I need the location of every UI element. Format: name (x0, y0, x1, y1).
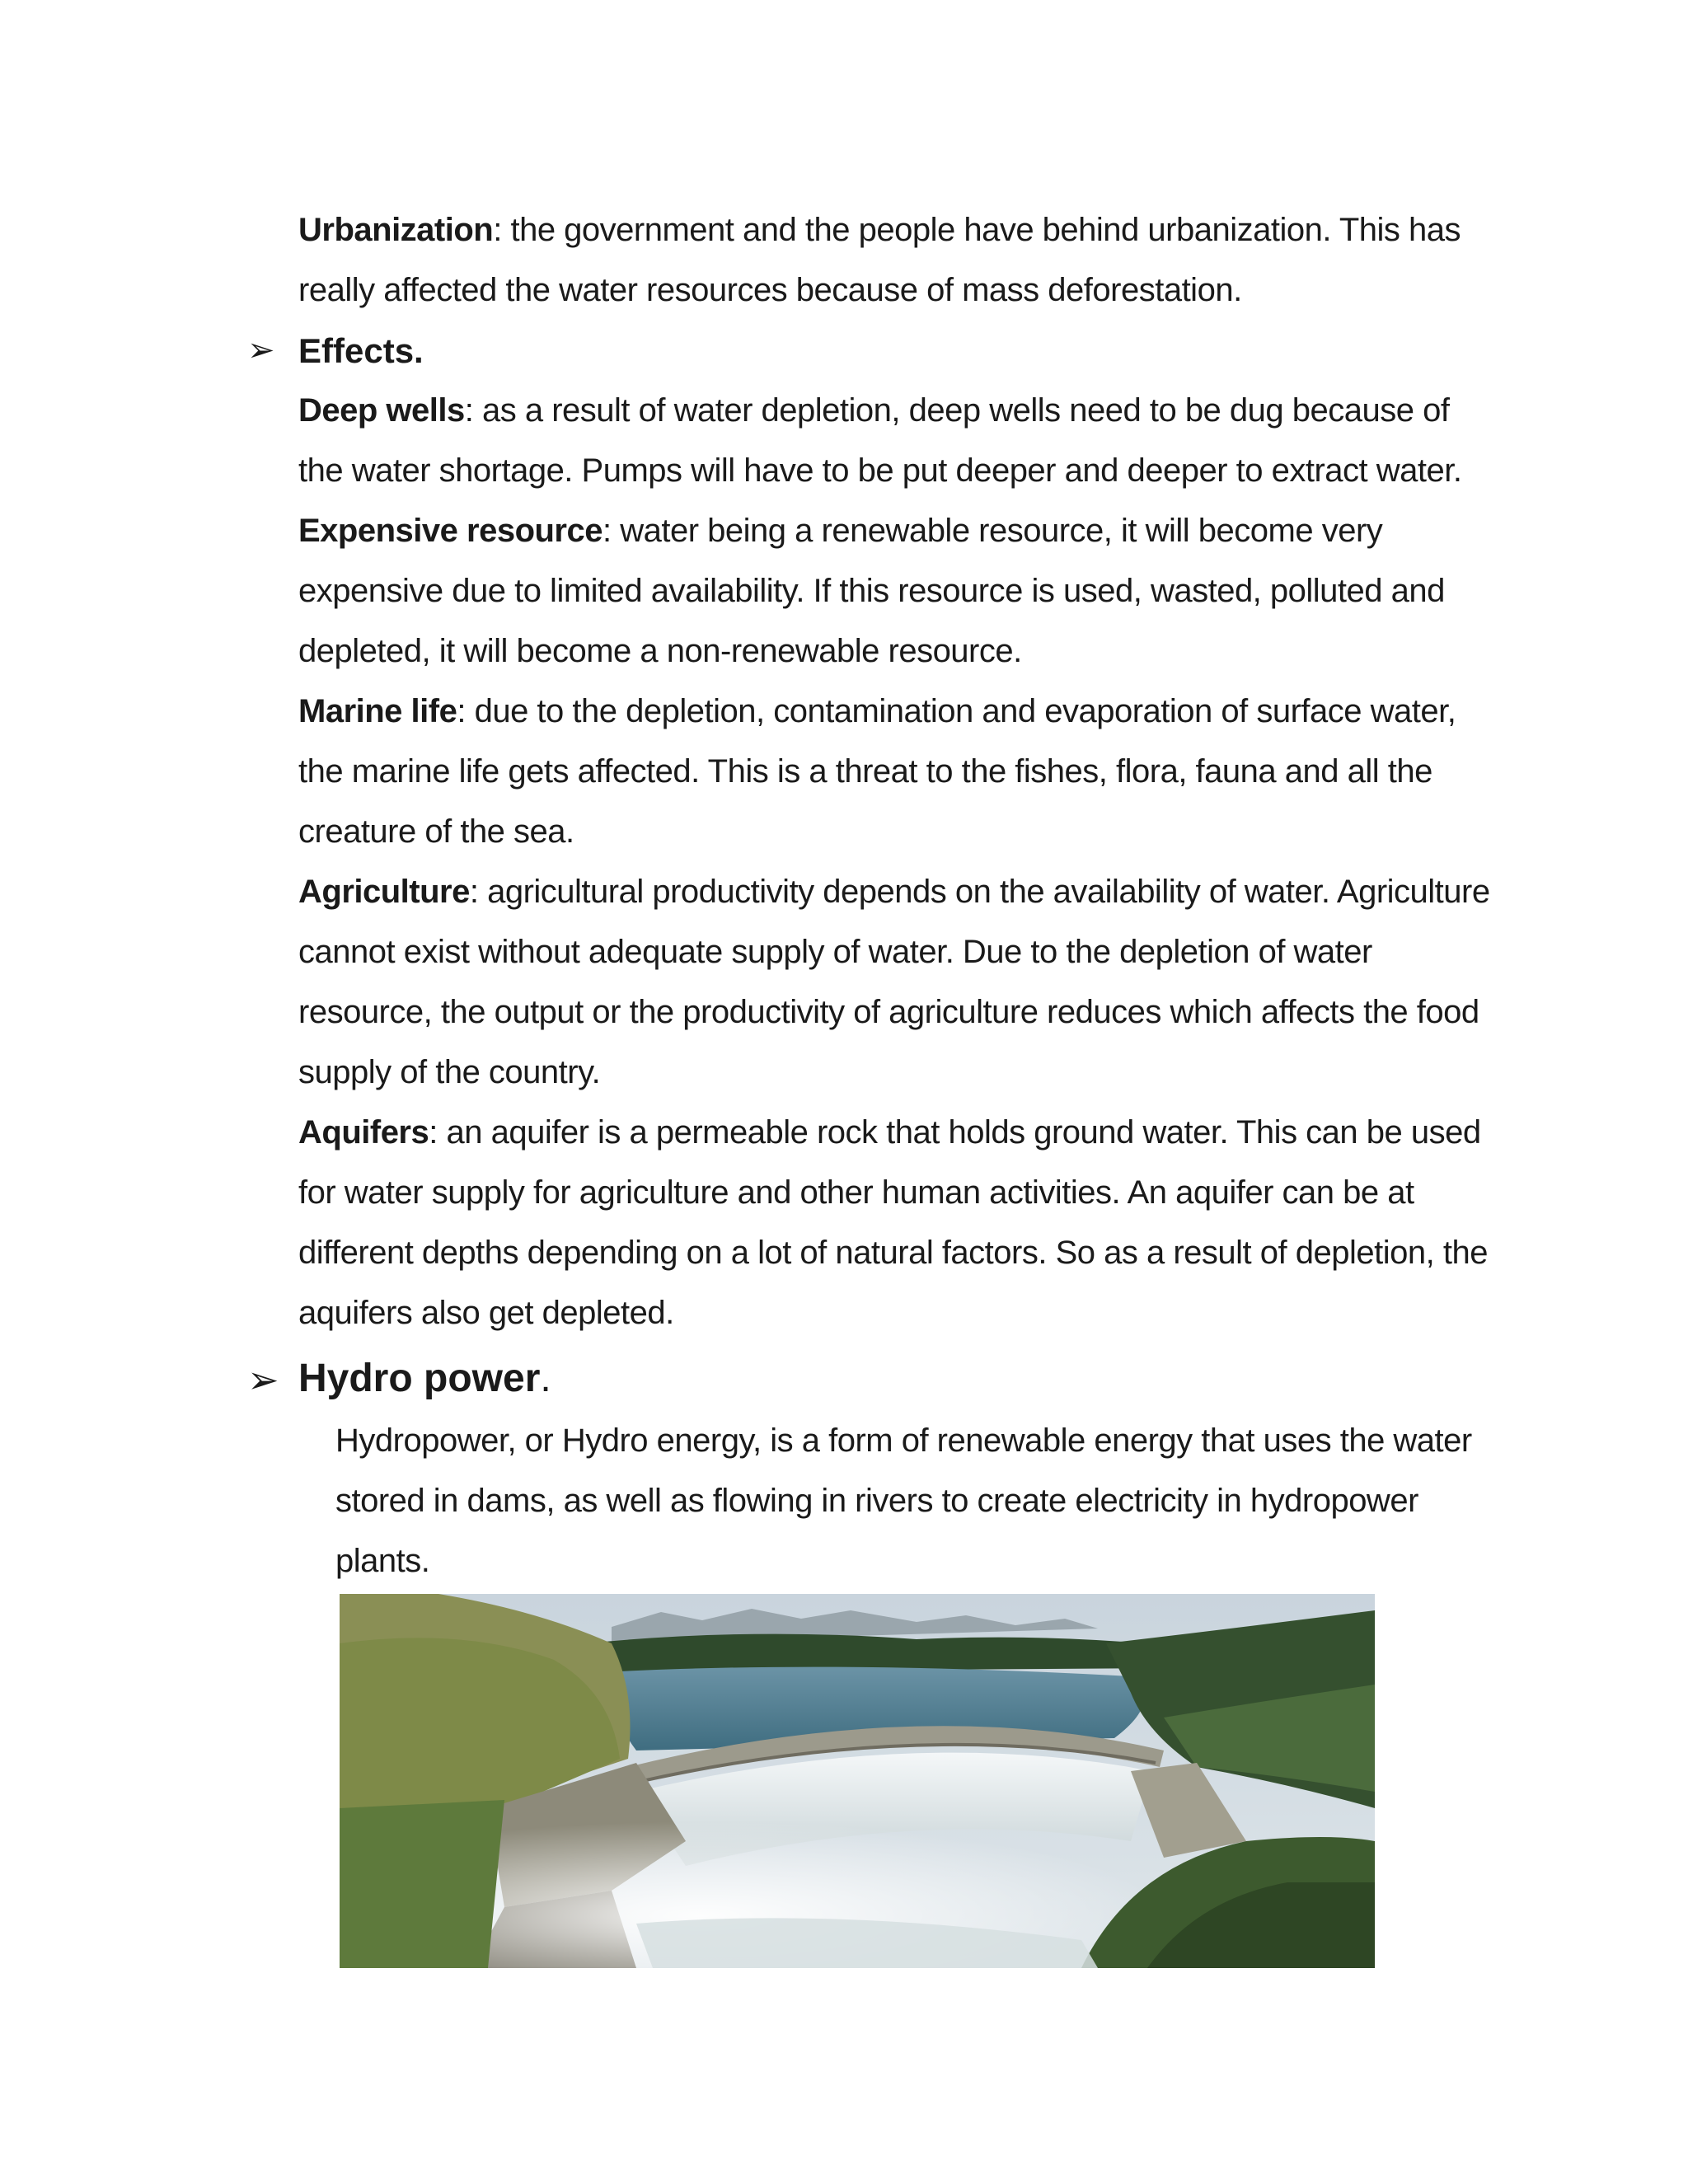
expensive-resource-text: : water being a renewable resource, it will become very expensive due to limited availability. If this resource is used, wasted, polluted and depleted, it will become a non-renewable resource. (298, 513, 1445, 669)
agriculture-term: Agriculture (298, 874, 470, 910)
agriculture-text: : agricultural productivity depends on the availability of water. Agriculture cannot exist without adequate supply of water. Due to the depletion of water resource, the output or the productivity of agriculture reduces which affects the food supply of the country. (298, 874, 1490, 1090)
marine-life-paragraph (298, 682, 1493, 862)
aquifers-text: : an aquifer is a permeable rock that holds ground water. This can be used for water supply for agriculture and other human activities. An aquifer can be at different depths depending on a lot of natural factors. So as a result of depletion, the aquifers also get depleted. (298, 1114, 1488, 1331)
effects-heading: Effects. (298, 331, 424, 370)
marine-life-text: : due to the depletion, contamination and evaporation of surface water, the marine life gets affected. This is a threat to the fishes, flora, fauna and all the creature of the sea. (298, 693, 1456, 850)
urbanization-paragraph (298, 200, 1493, 321)
aquifers-paragraph (298, 1103, 1493, 1343)
hydro-heading-dot: . (540, 1357, 551, 1400)
hydro-heading-text: Hydro power (298, 1357, 541, 1400)
expensive-resource-paragraph (298, 501, 1493, 682)
dam-photo-illustration (340, 1594, 1375, 1968)
deep-wells-text: : as a result of water depletion, deep wells need to be dug because of the water shortage. Pumps will have to be put deeper and deeper to extract water. (298, 392, 1462, 489)
deep-wells-paragraph (298, 381, 1493, 501)
expensive-resource-term: Expensive resource (298, 513, 603, 549)
marine-life-term: Marine life (298, 693, 457, 729)
agriculture-paragraph (298, 862, 1493, 1103)
hydro-heading (298, 1348, 551, 1408)
dam-photo (340, 1594, 1375, 1968)
urbanization-text: : the government and the people have behind urbanization. This has really affected the water resources because of mass deforestation. (298, 212, 1461, 308)
urbanization-term: Urbanization (298, 212, 494, 248)
effects-bullet-icon: ➢ (247, 332, 275, 368)
deep-wells-term: Deep wells (298, 392, 465, 429)
aquifers-term: Aquifers (298, 1114, 429, 1151)
hydro-bullet-icon: ➢ (247, 1358, 279, 1401)
hydro-paragraph: Hydropower, or Hydro energy, is a form of renewable energy that uses the water stored in dams, as well as flowing in rivers to create electricity in hydropower plants. (335, 1422, 1472, 1579)
